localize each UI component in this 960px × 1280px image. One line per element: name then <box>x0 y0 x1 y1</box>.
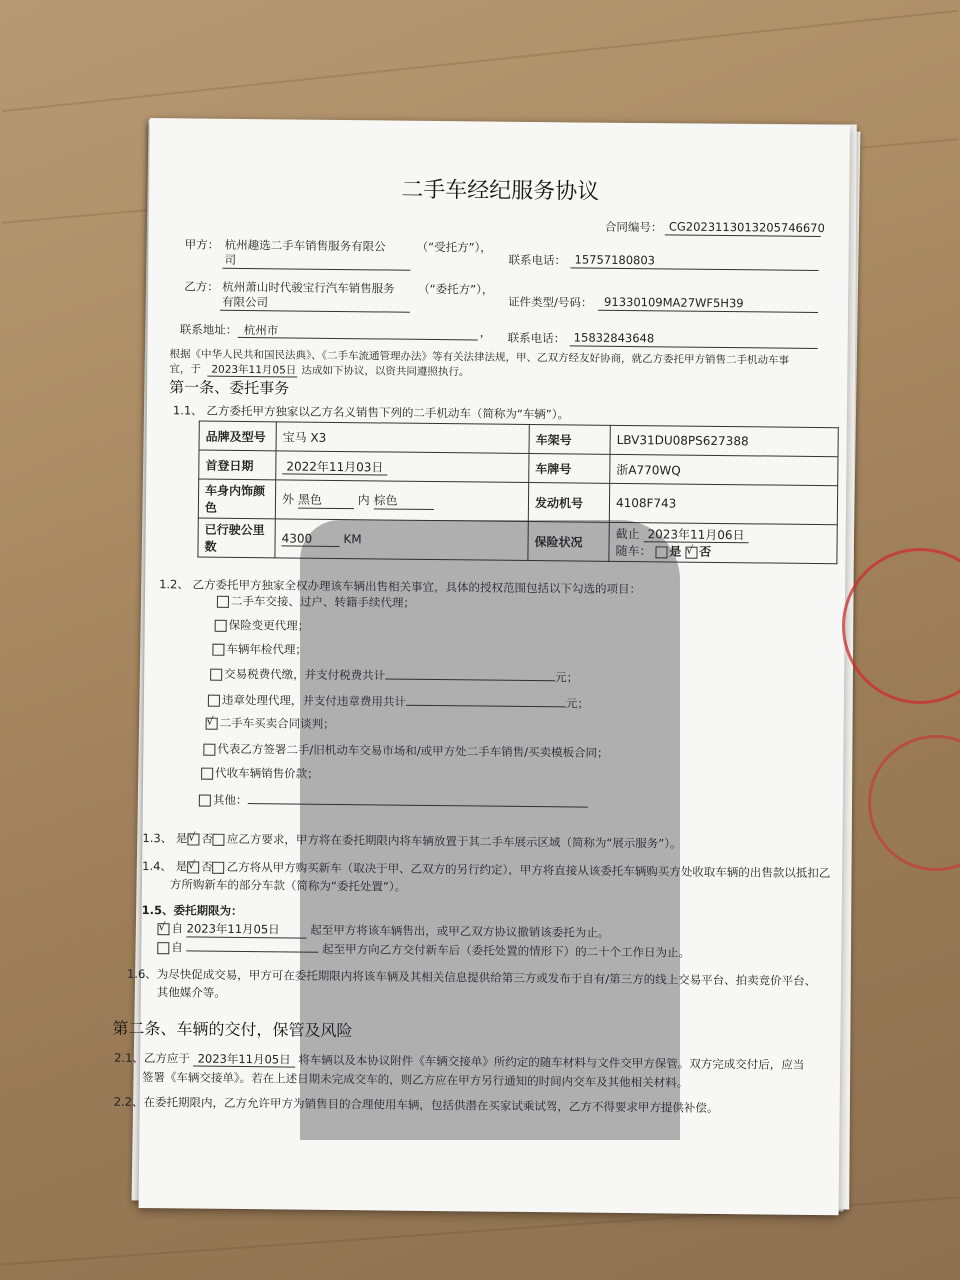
option-checkbox[interactable] <box>203 743 215 755</box>
color-label: 车身内饰颜色 <box>198 479 275 519</box>
period-option1-checkbox[interactable] <box>157 923 169 935</box>
insurance-date: 2023年11月06日 <box>643 527 748 543</box>
color-cell <box>275 480 528 522</box>
preamble-line2b: 达成如下协议，以资共同遵照执行。 <box>301 364 470 379</box>
exterior-color: 黑色 <box>298 491 354 510</box>
option-suffix: 元； <box>565 696 589 711</box>
option-label: 二手车买卖合同谈判； <box>219 715 335 731</box>
underline <box>220 310 410 313</box>
clause-1-4-no-checkbox[interactable] <box>213 861 225 873</box>
preamble-line1: 根据《中华人民共和国民法典》、《二手车流通管理办法》等有关法律法规，甲、乙双方经友好协商，就乙方委托甲方销售二手机动车事 <box>169 348 790 367</box>
plate-value: 浙A770WQ <box>610 454 838 485</box>
clause-1-3-text: 应乙方要求，甲方将在委托期限内将车辆放置于其二手车展示区域（简称为“展示服务”）。 <box>226 831 682 851</box>
period-option2-text: 起至甲方向乙方交付新车后（委托处置的情形下）的二十个工作日为止。 <box>322 941 691 960</box>
vin-value: LBV31DU08PS627388 <box>610 425 838 456</box>
wood-grain <box>3 10 958 112</box>
option-label: 保险变更代理； <box>228 617 310 633</box>
option-checkbox[interactable] <box>210 668 222 680</box>
preamble-date: 2023年11月05日 <box>211 363 297 377</box>
party-a-role: （“受托方”）， <box>416 239 492 255</box>
clause-2-2-num: 2.2、 <box>113 1094 144 1109</box>
clause-2-2-text: 在委托期限内，乙方允许甲方为销售目的合理使用车辆，包括供潜在买家试乘试驾，乙方不得要求甲方提供补偿。 <box>143 1094 719 1116</box>
option-label: 代表乙方签署二手/旧机动车交易市场和/或甲方处二手车销售/买卖模板合同； <box>217 741 609 760</box>
clause-1-5-title <box>142 902 243 919</box>
underline <box>222 268 410 271</box>
option-checkbox[interactable] <box>212 643 224 655</box>
table-row <box>198 479 837 525</box>
party-a-name-cont: 司 <box>224 252 237 267</box>
period-option2-prefix: 自 <box>171 940 183 955</box>
address-label: 联系地址： <box>179 322 238 337</box>
section2-heading: 第二条、车辆的交付，保管及风险 <box>112 1018 353 1041</box>
contract-no-label: 合同编号： <box>604 219 663 235</box>
exterior-prefix: 外 <box>281 492 295 507</box>
clause-1-4-no: 否 <box>201 859 213 874</box>
party-b-role: （“委托方”）， <box>418 281 494 297</box>
option-label: 代收车辆销售价款； <box>215 765 319 781</box>
plate-label: 车牌号 <box>529 453 610 483</box>
interior-color: 棕色 <box>373 491 433 510</box>
party-b-phone: 15832843648 <box>573 330 655 346</box>
clause-1-4-line2: 方所购新车的部分车款（简称为“委托处置”）。 <box>169 877 407 894</box>
engine-value: 4108F743 <box>609 483 837 524</box>
with-car-label: 随车： <box>615 543 652 559</box>
phone-shadow <box>300 520 680 1140</box>
clause-1-4-yes-checkbox[interactable] <box>187 861 199 873</box>
insurance-prefix: 截止 <box>615 526 640 542</box>
company-seal <box>868 735 960 871</box>
document-title: 二手车经纪服务协议 <box>401 177 600 205</box>
clause-1-4-yes: 是 <box>175 859 188 874</box>
underline <box>238 337 478 341</box>
period-option2-checkbox[interactable] <box>157 942 169 954</box>
address: 杭州市 <box>243 322 279 338</box>
option-item <box>212 641 307 658</box>
underline <box>570 345 818 349</box>
vin-label: 车架号 <box>529 424 610 454</box>
period-option1-date: 2023年11月05日 <box>187 920 307 938</box>
clause-1-1: 1.1、 乙方委托甲方独家以乙方名义销售下列的二手机动车（简称为“车辆”）。 <box>172 403 570 422</box>
option-checkbox[interactable] <box>217 595 229 607</box>
party-b-id-label: 证件类型/号码： <box>508 294 593 310</box>
brand-label: 品牌及型号 <box>199 421 276 451</box>
period-option1-prefix: 自 <box>171 921 184 936</box>
clause-1-6-num: 1.6、 <box>126 966 157 982</box>
option-checkbox[interactable] <box>201 767 213 779</box>
clause-2-1-b: 将车辆以及本协议附件《车辆交接单》所约定的随车材料与文件交甲方保管。双方完成交付后，应当 <box>298 1052 805 1072</box>
mileage-value: 4300 <box>282 531 340 547</box>
underline <box>598 310 818 313</box>
reg-date-label: 首登日期 <box>199 450 276 480</box>
clause-1-3-num: 1.3、 <box>142 830 173 846</box>
no-label: 否 <box>699 544 712 559</box>
party-a-label: 甲方： <box>184 237 220 252</box>
clause-1-6-line1: 为尽快促成交易，甲方可在委托期限内将该车辆及其相关信息提供给第三方或发布于自有/第三方的线上交易平台、拍卖竞价平台、 <box>156 967 817 989</box>
party-b-name-cont: 有限公司 <box>222 294 269 310</box>
mileage-label: 已行驶公里数 <box>198 518 275 558</box>
option-suffix: 元； <box>555 670 579 685</box>
reg-date-value: 2022年11月03日 <box>282 459 387 475</box>
clause-1-3-no: 否 <box>201 831 213 846</box>
clause-1-5-num: 1.5、 <box>141 902 174 918</box>
option-label: 交易税费代缴，并支付税费共计 <box>224 666 386 683</box>
clause-1-3-no-checkbox[interactable] <box>213 833 225 845</box>
clause-2-1-line2: 签署《车辆交接单》。若在上述日期未完成交车的，则乙方应在甲方另行通知的时间内交车及其他相关材料。 <box>141 1069 689 1090</box>
clause-1-2: 1.2、 乙方委托甲方独家全权办理该车辆出售相关事宜，具体的授权范围包括以下勾选的项目： <box>159 577 642 597</box>
option-checkbox[interactable] <box>208 694 220 706</box>
option-checkbox[interactable] <box>206 717 218 729</box>
option-label: 其他： <box>212 792 248 808</box>
option-item <box>215 617 310 634</box>
clause-1-4-text: 乙方将从甲方购买新车（取决于甲、乙双方的另行约定），甲方将直接从该委托车辆购买方处收取车辆的出售款以抵扣乙 <box>226 859 831 881</box>
engine-label: 发动机号 <box>528 482 609 522</box>
mileage-unit: KM <box>343 531 362 546</box>
insurance-label: 保险状况 <box>528 521 609 561</box>
party-a-phone-label: 联系电话： <box>508 252 567 268</box>
clause-2-1-a: 乙方应于 <box>143 1050 191 1066</box>
party-b-phone-label: 联系电话： <box>507 330 566 346</box>
preamble-line2a: 宜，于 <box>169 363 201 376</box>
underline <box>570 267 818 271</box>
section1-heading: 第一条、委托事务 <box>169 378 290 398</box>
option-label: 违章处理代理，并支付违章费用共计 <box>221 692 406 709</box>
clause-1-3-yes: 是 <box>175 831 188 846</box>
party-b-id: 91330109MA27WF5H39 <box>604 294 744 311</box>
party-a-phone: 15757180803 <box>574 252 656 268</box>
clause-1-4-num: 1.4、 <box>142 858 173 874</box>
no-checkbox[interactable] <box>685 546 697 558</box>
brand-value: 宝马 X3 <box>276 422 529 454</box>
option-label: 车辆年检代理； <box>226 641 308 657</box>
period-option2-blank[interactable] <box>186 938 318 952</box>
option-checkbox[interactable] <box>215 619 227 631</box>
clause-2-1-num: 2.1、 <box>114 1050 145 1065</box>
company-seal <box>842 548 960 704</box>
period-option1-text: 起至甲方将该车辆售出，或甲乙双方协议撤销该委托为止。 <box>310 922 610 940</box>
party-a-name: 杭州趣选二手车销售服务有限公 <box>224 237 386 254</box>
contract-no: CG2023113013205746670 <box>668 219 825 236</box>
address-tail: ， <box>479 325 492 340</box>
yes-label: 是 <box>669 544 682 559</box>
reg-date-cell <box>276 451 529 483</box>
clause-2-1-date: 2023年11月05日 <box>194 1052 295 1068</box>
party-b-name: 杭州萧山时代骏宝行汽车销售服务 <box>222 279 395 296</box>
party-b-label: 乙方： <box>184 279 219 294</box>
interior-prefix: 内 <box>357 493 370 508</box>
option-checkbox[interactable] <box>199 794 211 806</box>
clause-1-3-yes-checkbox[interactable] <box>187 833 199 845</box>
clause-1-5-heading: 委托期限为： <box>173 903 243 919</box>
clause-1-6-line2: 其他媒介等。 <box>156 985 226 1000</box>
option-label: 二手车交接、过户、转籍手续代理； <box>230 593 416 610</box>
